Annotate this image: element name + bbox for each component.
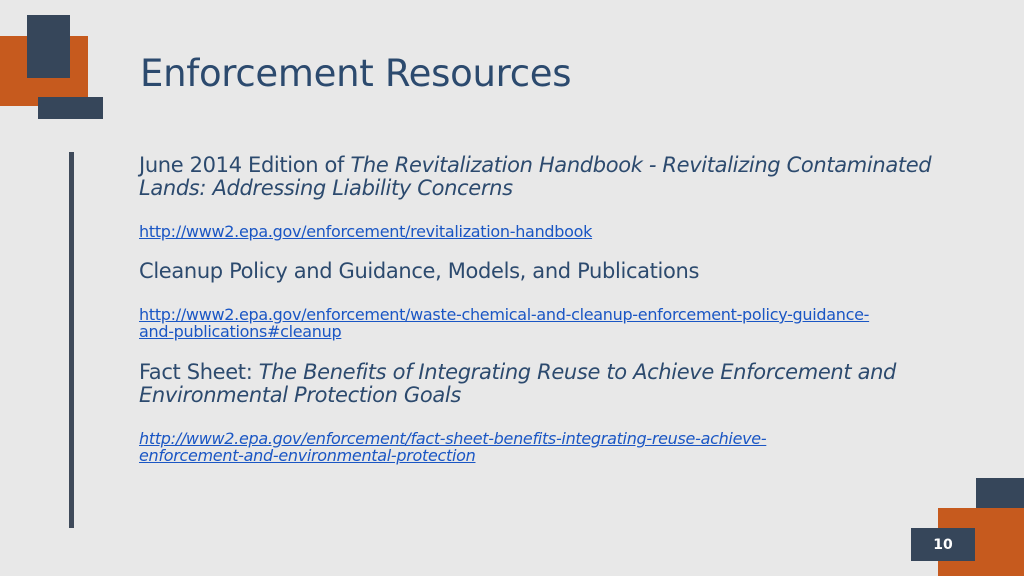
resource-1-text [139, 154, 939, 200]
resource-1-title: The Revitalization Handbook - Revitalizing Contaminated Lands: Addressing Liability Concerns [139, 153, 932, 200]
resource-3-link[interactable]: http://www2.epa.gov/enforcement/fact-sheet-benefits-integrating-reuse-achieve-enforcement-and-environmental-protection [139, 429, 767, 465]
slide-content [139, 154, 939, 464]
slide-title: Enforcement Resources [140, 52, 572, 95]
vertical-divider [69, 152, 74, 528]
page-number: 10 [911, 528, 975, 561]
decor-navy-bar-top [38, 97, 103, 119]
resource-2-text: Cleanup Policy and Guidance, Models, and Publications [139, 259, 700, 283]
resource-3-text [139, 361, 939, 407]
resource-1-prefix: June 2014 Edition of [139, 153, 351, 177]
decor-navy-block-top [27, 15, 70, 78]
decor-navy-block-bottom [976, 478, 1024, 508]
resource-2-link[interactable]: http://www2.epa.gov/enforcement/waste-chemical-and-cleanup-enforcement-policy-guidance-and-publications#cleanup [139, 305, 870, 341]
resource-1-link[interactable]: http://www2.epa.gov/enforcement/revitalization-handbook [139, 222, 593, 241]
resource-3-title: The Benefits of Integrating Reuse to Achieve Enforcement and Environmental Protection Goals [139, 360, 897, 407]
resource-3-prefix: Fact Sheet: [139, 360, 259, 384]
